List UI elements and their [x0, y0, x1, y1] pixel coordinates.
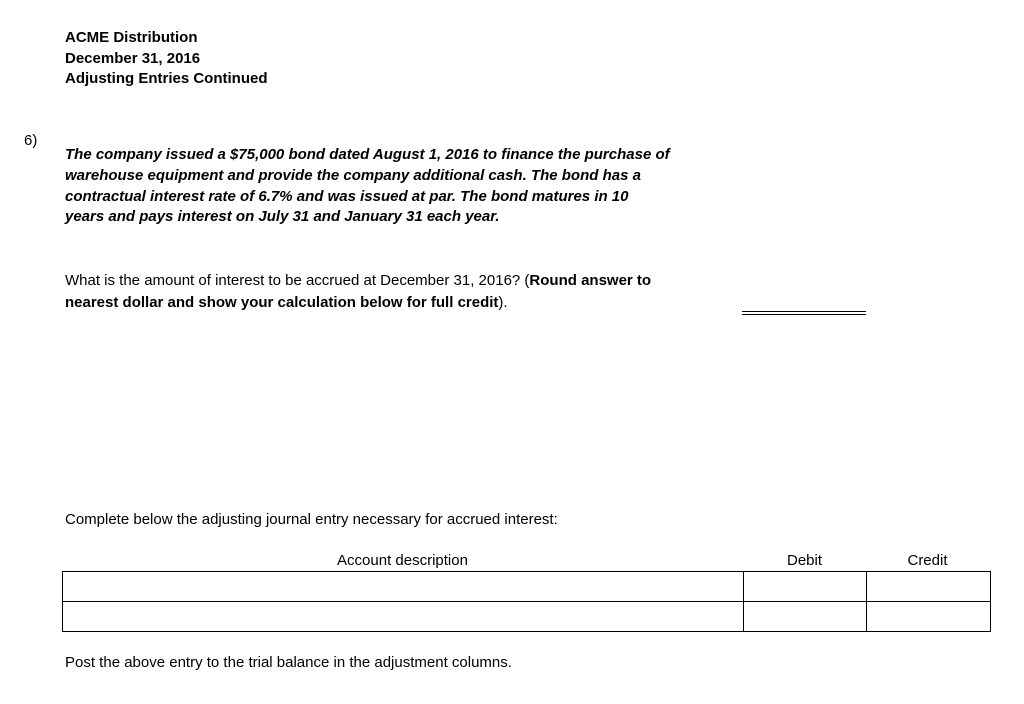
credit-cell[interactable] [867, 602, 991, 632]
credit-cell[interactable] [867, 572, 991, 602]
report-date: December 31, 2016 [65, 49, 201, 67]
column-header-credit: Credit [907, 552, 948, 569]
journal-instruction: Complete below the adjusting journal entry necessary for accrued interest: [65, 511, 558, 528]
journal-entry-table [62, 571, 991, 632]
question-number: 6) [24, 132, 38, 149]
journal-row [63, 602, 991, 632]
footer-note: Post the above entry to the trial balance in the adjustment columns. [65, 654, 512, 671]
company-name: ACME Distribution [65, 29, 198, 46]
column-header-account: Account description [337, 552, 468, 569]
debit-cell[interactable] [744, 602, 867, 632]
document-header [65, 28, 268, 90]
question-scenario [65, 145, 670, 228]
scenario-line: years and pays interest on July 31 and January 31 each year. [65, 208, 500, 226]
answer-double-underline [742, 311, 866, 315]
column-header-debit: Debit [786, 552, 823, 569]
prompt-text: What is the amount of interest to be accrued at December 31, 2016? ( [65, 272, 530, 289]
report-title: Adjusting Entries Continued [65, 70, 268, 87]
debit-cell[interactable] [744, 572, 867, 602]
prompt-text: ). [498, 293, 508, 311]
scenario-line: contractual interest rate of 6.7% and was issued at par. The bond matures in 10 [65, 187, 629, 205]
prompt-line-1 [65, 270, 651, 292]
journal-row [63, 572, 991, 602]
scenario-line: The company issued a $75,000 bond dated August 1, 2016 to finance the purchase of [65, 146, 670, 163]
scenario-line: warehouse equipment and provide the company additional cash. The bond has a [65, 166, 641, 184]
prompt-emphasis: nearest dollar and show your calculation below for full credit [65, 293, 499, 311]
prompt-emphasis: Round answer to [529, 272, 652, 289]
account-cell[interactable] [63, 572, 744, 602]
prompt-line-2 [65, 292, 651, 314]
question-prompt [65, 270, 651, 313]
interest-answer-field[interactable] [742, 292, 866, 312]
account-cell[interactable] [63, 602, 744, 632]
